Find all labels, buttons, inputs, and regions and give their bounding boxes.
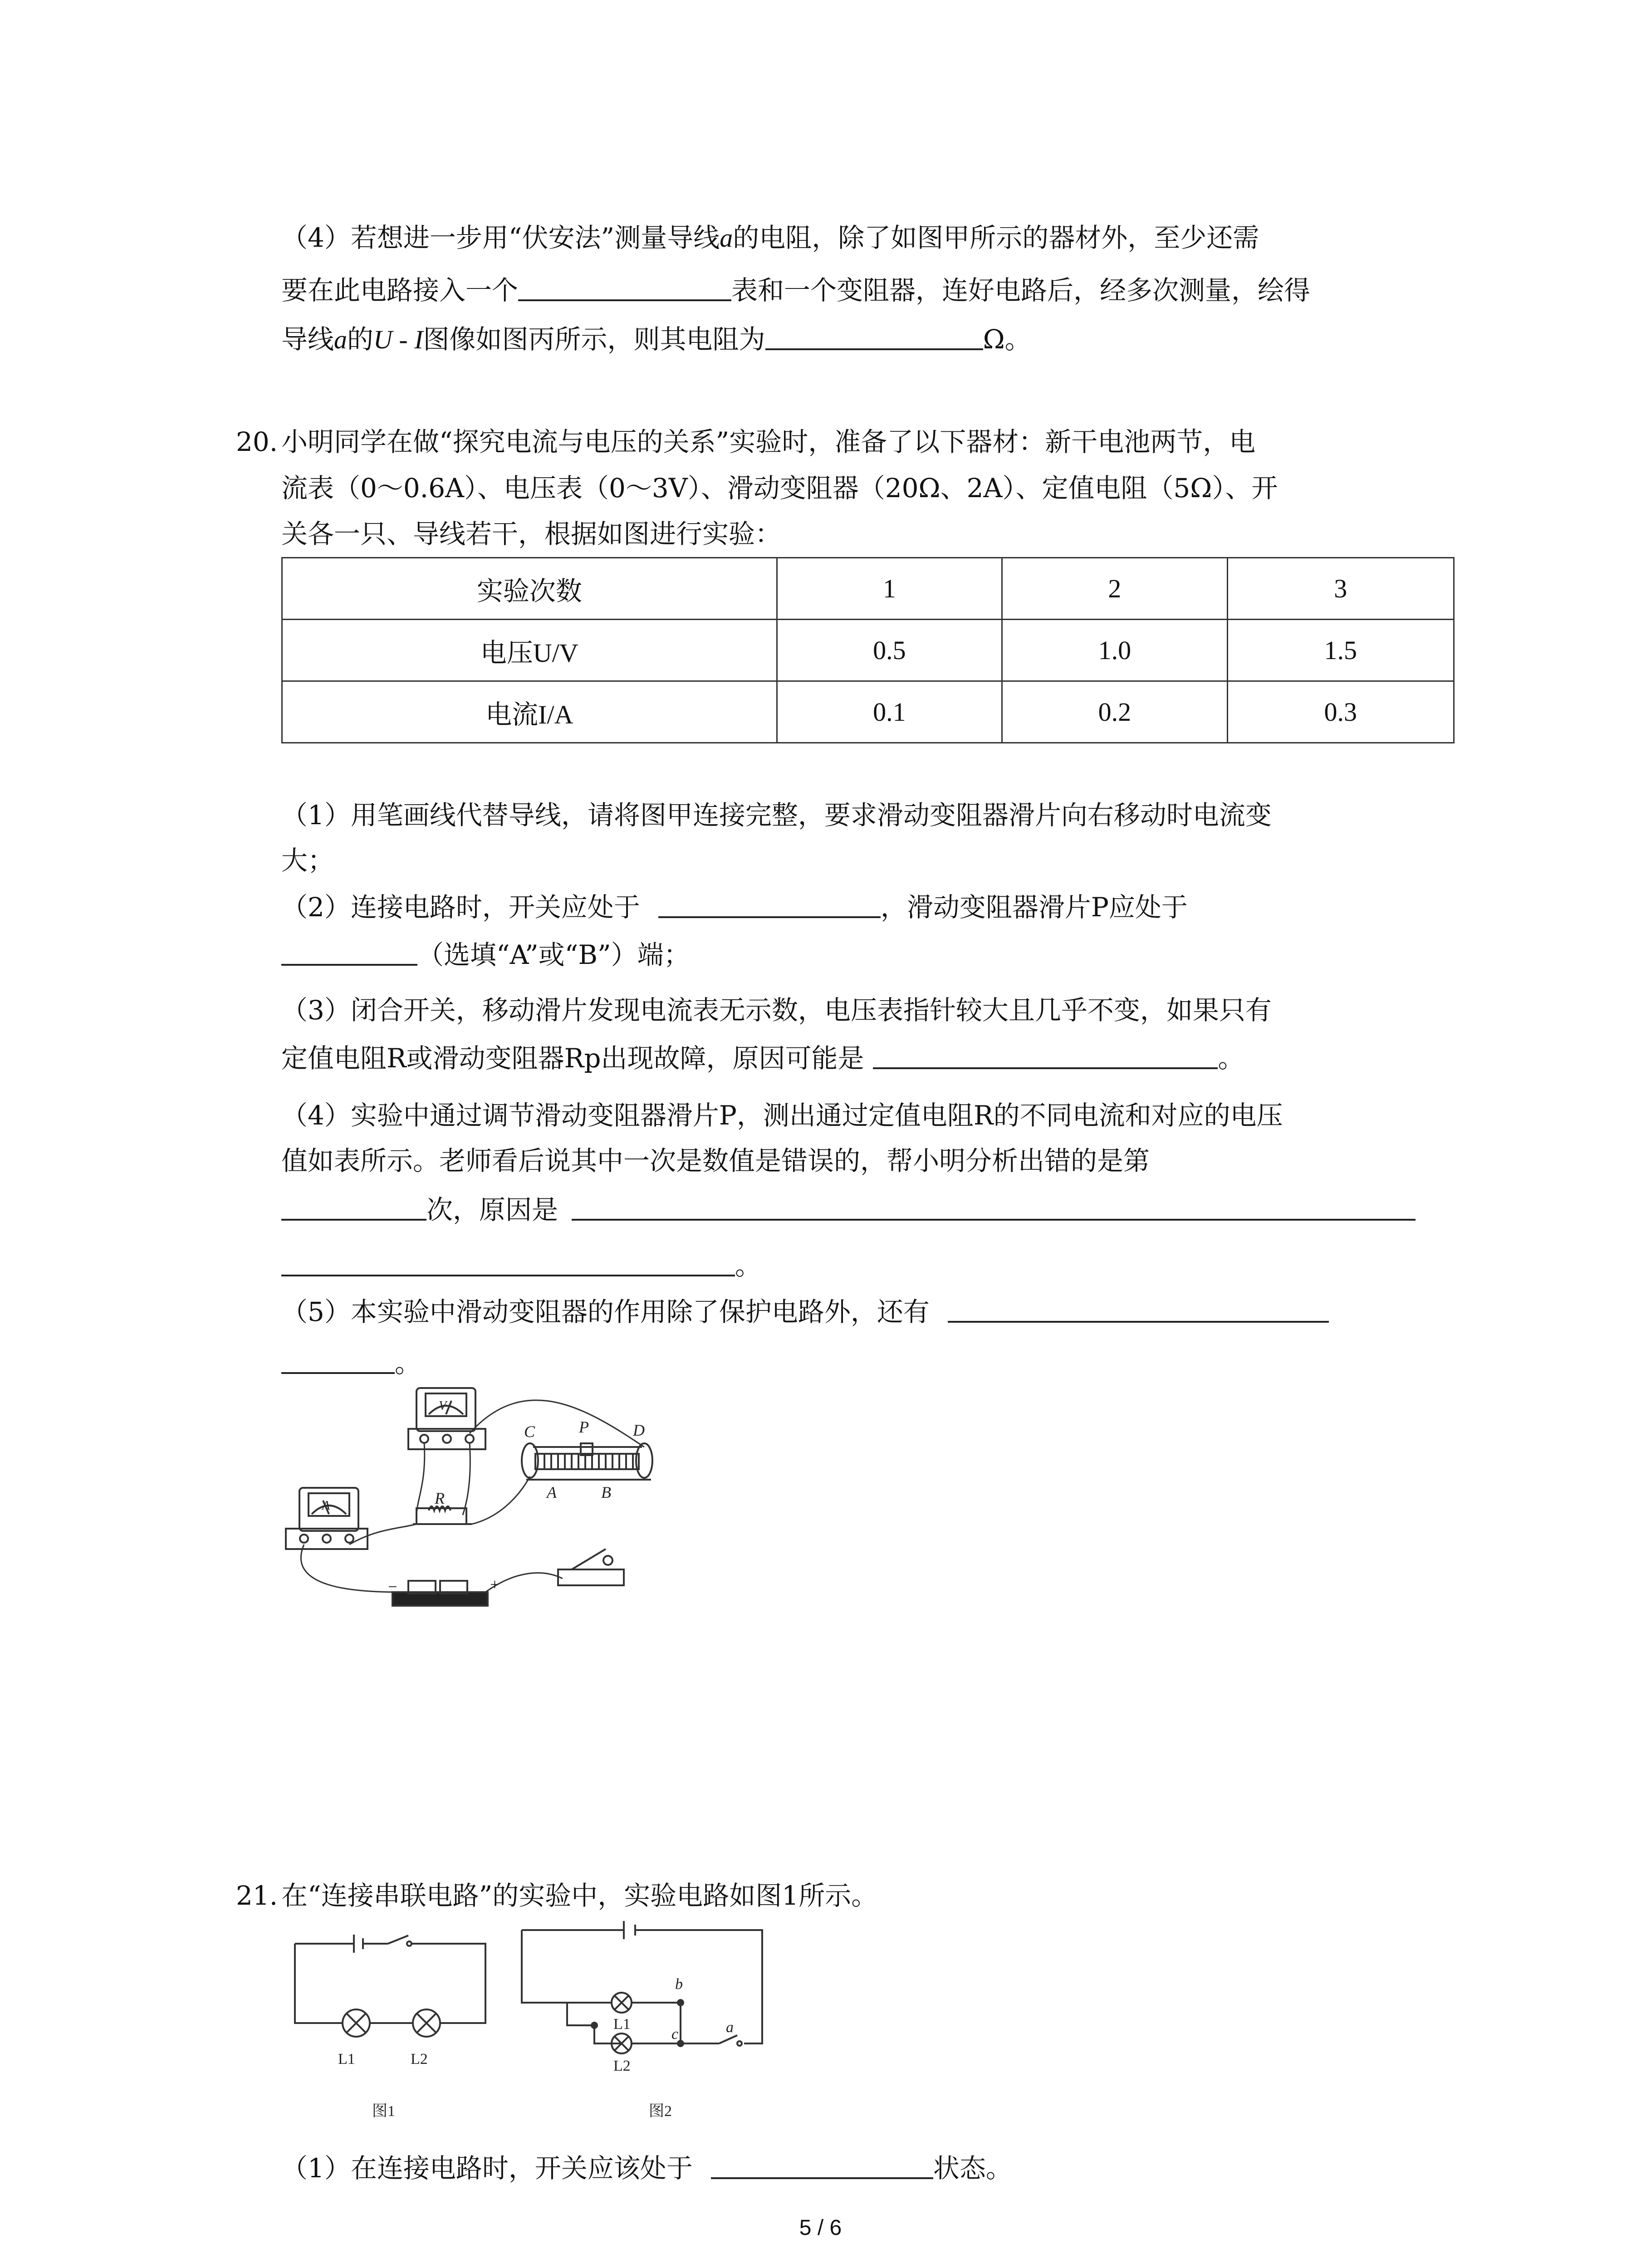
- answer-blank[interactable]: [281, 1349, 395, 1374]
- point-b-label: b: [675, 1976, 683, 1993]
- lamp-l1-label: L1: [338, 2051, 355, 2068]
- table-cell: 1.5: [1227, 620, 1454, 681]
- apparatus-figure: [272, 1379, 708, 1633]
- q20-part1-line1: （1）用笔画线代替导线，请将图甲连接完整，要求滑动变阻器滑片向右移动时电流变: [281, 800, 1272, 831]
- rheostat: [522, 1443, 652, 1480]
- table-row: [282, 681, 1454, 743]
- q20-line2: 流表（0～0.6A）、电压表（0～3V）、滑动变阻器（20Ω、2A）、定值电阻（5Ω）、开: [281, 473, 1278, 503]
- q20-part4-line3: 次，原因是: [281, 1196, 1416, 1223]
- terminal-c-label: C: [524, 1422, 535, 1441]
- figure-2-circuit: [517, 1912, 771, 2130]
- resistor-label: R: [435, 1489, 445, 1507]
- lamp-l1-label: L1: [613, 2016, 631, 2033]
- q20-part2-line2: （选填“A”或“B”）端；: [281, 941, 690, 968]
- table-cell: 0.2: [1002, 681, 1227, 743]
- answer-blank[interactable]: [518, 277, 731, 301]
- point-a-label: a: [726, 2019, 734, 2036]
- slider-p-label: P: [579, 1418, 589, 1436]
- ammeter: [286, 1488, 367, 1549]
- table-cell: 电压U/V: [282, 620, 777, 681]
- q21-number: 21.: [236, 1880, 278, 1911]
- table-cell: 2: [1002, 558, 1227, 620]
- answer-blank[interactable]: [873, 1045, 1218, 1069]
- q20-part3-line2: 定值电阻R或滑动变阻器Rp出现故障，原因可能是 。: [281, 1043, 1244, 1074]
- voltmeter: [408, 1388, 485, 1449]
- q19-part4-line1: （4）若想进一步用“伏安法”测量导线a的电阻，除了如图甲所示的器材外，至少还需: [281, 222, 1259, 253]
- lamp-l2: [413, 2009, 440, 2037]
- table-cell: 1.0: [1002, 620, 1227, 681]
- q19-part4-line2: 要在此电路接入一个 表和一个变阻器，连好电路后，经多次测量，绘得: [281, 275, 1311, 306]
- battery-plus-label: +: [489, 1575, 500, 1593]
- table-cell: 0.3: [1227, 681, 1454, 743]
- lamp-l2-label: L2: [613, 2058, 631, 2074]
- data-table: [281, 557, 1455, 743]
- figure-1-series-circuit: [290, 1926, 490, 2130]
- q20-part1-line2: 大；: [281, 845, 334, 876]
- q20-part4-line4: 。: [281, 1252, 761, 1279]
- q20-part4-line1: （4）实验中通过调节滑动变阻器滑片P，测出通过定值电阻R的不同电流和对应的电压: [281, 1100, 1283, 1131]
- answer-blank[interactable]: [658, 894, 881, 918]
- answer-blank[interactable]: [765, 326, 983, 350]
- table-cell: 3: [1227, 558, 1454, 620]
- answer-blank[interactable]: [281, 941, 417, 966]
- q20-line3: 关各一只、导线若干，根据如图进行实验：: [281, 518, 782, 549]
- point-c-label: c: [671, 2026, 679, 2043]
- q21-line1: 在“连接串联电路”的实验中，实验电路如图1所示。: [281, 1880, 878, 1911]
- q21-part1-line: （1）在连接电路时，开关应该处于 状态。: [281, 2153, 1012, 2184]
- answer-blank[interactable]: [281, 1252, 735, 1276]
- answer-blank[interactable]: [948, 1298, 1329, 1323]
- figure-1-caption: 图1: [372, 2103, 395, 2120]
- q19-part4-line3: 导线a的U - I图像如图丙所示，则其电阻为 Ω。: [281, 324, 1031, 355]
- battery-pack: [392, 1581, 488, 1606]
- q20-part3-line1: （3）闭合开关，移动滑片发现电流表无示数，电压表指针较大且几乎不变，如果只有: [281, 995, 1272, 1026]
- q20-part2-line1: （2）连接电路时，开关应处于 ，滑动变阻器滑片P应处于: [281, 892, 1188, 923]
- page-number: 5 / 6: [799, 2216, 842, 2240]
- table-cell: 0.5: [777, 620, 1002, 681]
- switch: [558, 1549, 624, 1585]
- table-cell: 0.1: [777, 681, 1002, 743]
- table-cell: 电流I/A: [282, 681, 777, 743]
- table-cell: 实验次数: [282, 558, 777, 620]
- fixed-resistor: [413, 1506, 472, 1524]
- table-header-row: [282, 558, 1454, 620]
- lamp-l1: [343, 2009, 370, 2037]
- q20-part5-line2: 。: [281, 1349, 421, 1376]
- q20-number: 20.: [236, 426, 278, 457]
- answer-blank[interactable]: [711, 2155, 933, 2179]
- terminal-b-label: B: [601, 1483, 611, 1501]
- answer-blank[interactable]: [572, 1196, 1416, 1221]
- terminal-a-label: A: [547, 1483, 557, 1501]
- q20-part4-line2: 值如表所示。老师看后说其中一次是数值是错误的，帮小明分析出错的是第: [281, 1145, 1150, 1176]
- voltmeter-label: V: [439, 1399, 447, 1413]
- answer-blank[interactable]: [281, 1196, 426, 1221]
- q20-part5-line1: （5）本实验中滑动变阻器的作用除了保护电路外，还有: [281, 1298, 1329, 1325]
- lamp-l1: [612, 1993, 632, 2013]
- table-row: [282, 620, 1454, 681]
- table-cell: 1: [777, 558, 1002, 620]
- ammeter-label: A: [322, 1499, 330, 1513]
- lamp-l2-label: L2: [411, 2051, 428, 2068]
- figure-2-caption: 图2: [649, 2103, 672, 2120]
- terminal-d-label: D: [633, 1421, 645, 1439]
- q20-line1: 小明同学在做“探究电流与电压的关系”实验时，准备了以下器材：新干电池两节，电: [281, 426, 1256, 457]
- battery-minus-label: −: [387, 1578, 398, 1596]
